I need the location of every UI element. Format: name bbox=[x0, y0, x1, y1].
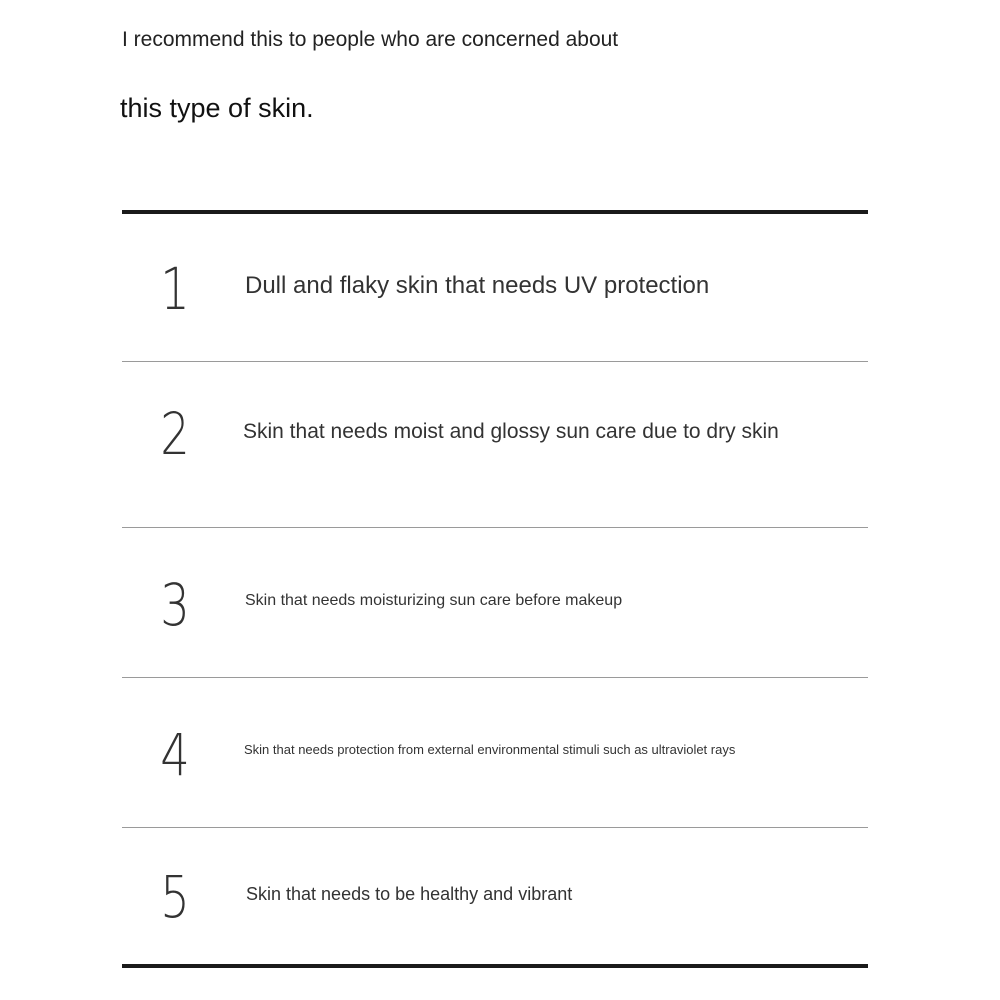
item-text: Dull and flaky skin that needs UV protection bbox=[245, 272, 710, 299]
item-text: Skin that needs moist and glossy sun care due to dry skin bbox=[243, 420, 779, 443]
item-number: 5 bbox=[160, 863, 190, 931]
item-divider bbox=[122, 361, 868, 362]
item-text: Skin that needs moisturizing sun care before makeup bbox=[245, 592, 623, 609]
item-divider bbox=[122, 527, 868, 528]
item-number: 3 bbox=[160, 571, 190, 639]
item-number: 4 bbox=[160, 721, 190, 789]
item-number: 1 bbox=[160, 255, 190, 323]
bottom-divider bbox=[122, 964, 868, 968]
item-number: 2 bbox=[160, 400, 190, 468]
top-divider bbox=[122, 210, 868, 214]
intro-line-2: this type of skin. bbox=[120, 93, 314, 123]
intro-line-1: I recommend this to people who are concerned about bbox=[122, 28, 619, 51]
item-divider bbox=[122, 827, 868, 828]
item-text: Skin that needs to be healthy and vibrant bbox=[246, 884, 573, 904]
item-divider bbox=[122, 677, 868, 678]
item-text: Skin that needs protection from external environmental stimuli such as ultraviolet rays bbox=[244, 742, 736, 757]
